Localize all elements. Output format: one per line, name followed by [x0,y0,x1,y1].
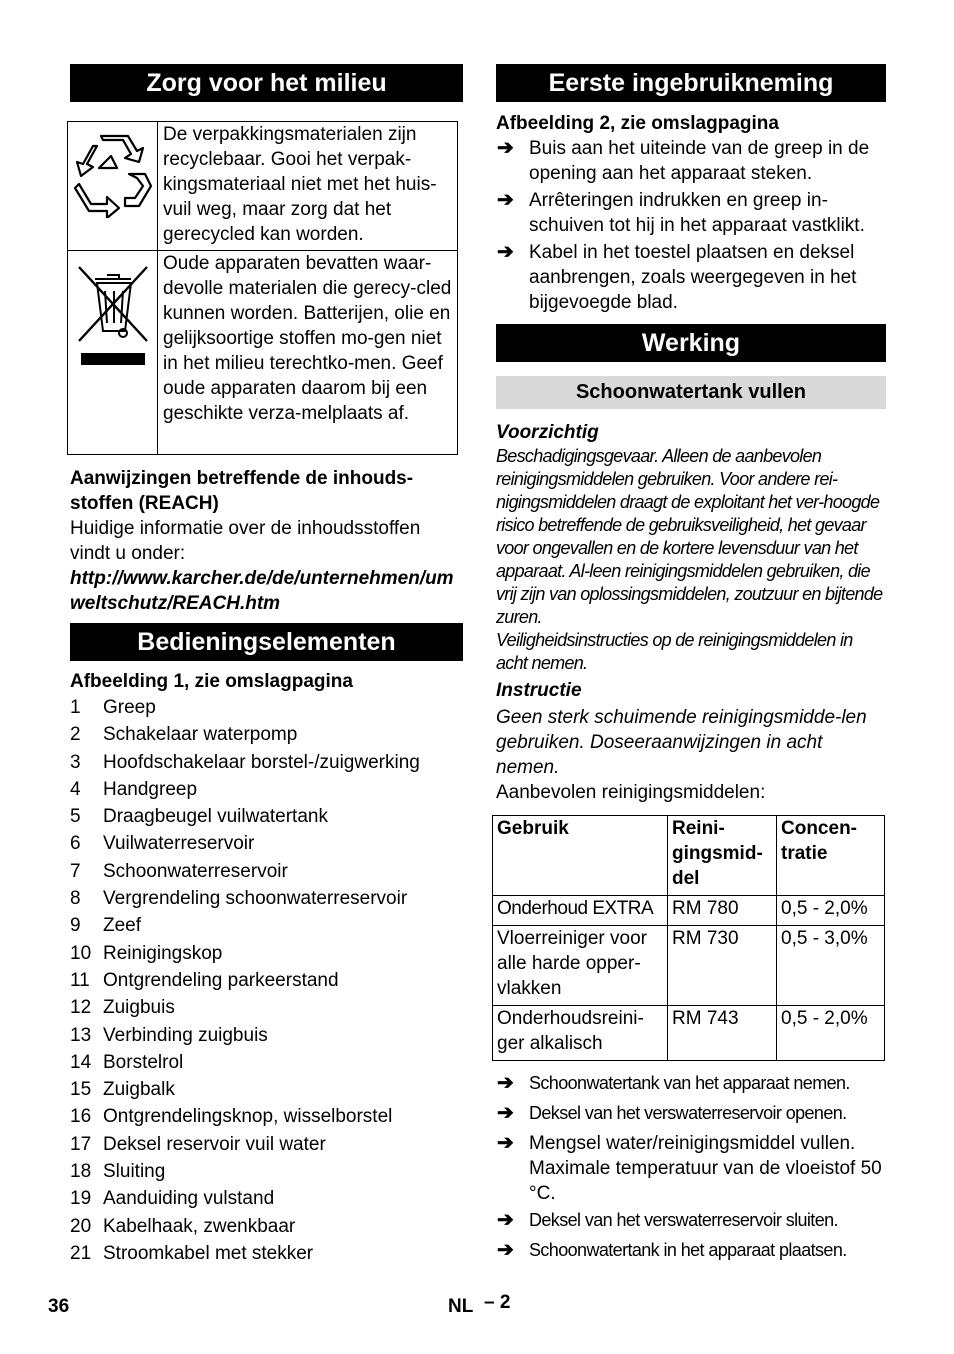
detergent-table-header [493,816,885,896]
reach-heading: Aanwijzingen betreffende de inhouds-stoffen (REACH) [70,468,414,514]
arrow-icon: ➔ [497,1072,514,1094]
table-cell: Vloerreiniger voor alle harde opper-vlakken [493,926,668,1006]
list-item-label: Stroomkabel met stekker [103,1242,314,1264]
list-item-label: Aanduiding vulstand [103,1188,275,1210]
list-item-number: 4 [70,778,81,800]
list-item-label: Draagbeugel vuilwatertank [103,806,328,828]
reach-link[interactable]: http://www.karcher.de/de/unternehmen/umweltschutz/REACH.htm [70,568,454,614]
step-text: Buis aan het uiteinde van de greep in de opening aan het apparaat steken. [529,138,870,184]
list-item [70,803,463,830]
heading-operation: Werking [496,324,886,362]
step-item [496,1238,886,1263]
list-item [70,1213,463,1240]
step-text: Mengsel water/reinigingsmiddel vullen. Maximale temperatuur van de vloeistof 50 °C. [529,1133,882,1204]
list-item [70,1240,463,1267]
table-cell: RM 780 [668,896,777,926]
crossed-bin-icon [73,261,153,371]
step-text: Kabel in het toestel plaatsen en deksel aanbrengen, zoals weergegeven in het bijgevoegde blad. [529,242,857,313]
header-usage: Gebruik [493,816,668,896]
heading-controls: Bedieningselementen [70,623,463,661]
step-item [496,188,886,238]
list-item [70,967,463,994]
arrow-icon: ➔ [497,1132,514,1154]
reach-text: Huidige informatie over de inhoudsstoffen vindt u onder: [70,518,421,564]
list-item-label: Vergrendeling schoonwaterreservoir [103,888,408,910]
list-item-number: 15 [70,1079,92,1101]
list-item-label: Zeef [103,915,142,937]
fill-steps [496,1071,886,1263]
recycling-text: De verpakkingsmaterialen zijn recyclebaar. Gooi het verpak-kingsmateriaal niet met het huis-vuil weg, maar zorg dat het gerecycled kan worden. [158,122,458,251]
first-use-subheading: Afbeelding 2, zie omslagpagina [496,113,779,134]
caution-text: Beschadigingsgevaar. Alleen de aanbevolen reinigingsmiddelen gebruiken. Voor andere rei-nigingsmiddelen draagt de exploitant het ver-hoogde risico betreffende de gebruiksveiligheid, het gevaar voor ongevallen en de kortere levensduur van het apparaat. Al-leen reinigingsmiddelen gebruiken, die vrij zijn van oplossingsmiddelen, zoutzuur en bijtende zuren. [496,446,883,627]
arrow-icon: ➔ [497,1209,514,1231]
list-item-label: Vuilwaterreservoir [103,833,255,855]
list-item-label: Deksel reservoir vuil water [103,1133,326,1155]
list-item [70,1131,463,1158]
list-item-label: Greep [103,697,156,718]
list-item [70,1103,463,1130]
list-item-label: Handgreep [103,778,198,800]
table-cell: 0,5 - 3,0% [777,926,885,1006]
list-item-label: Schoonwaterreservoir [103,860,288,882]
list-item-label: Verbinding zuigbuis [103,1024,268,1046]
list-item-number: 11 [70,969,90,991]
list-item-label: Ontgrendelingsknop, wisselborstel [103,1106,393,1128]
list-item-label: Hoofdschakelaar borstel-/zuigwerking [103,751,420,773]
environment-row-recycling [68,122,458,251]
list-item-label: Zuigbalk [103,1079,175,1101]
first-use-steps [496,136,886,315]
step-text: Schoonwatertank van het apparaat nemen. [529,1073,850,1093]
step-item [496,1101,886,1126]
step-text: Arrêteringen indrukken en greep in-schuiven tot hij in het apparaat vastklikt. [529,190,865,236]
list-item [70,1076,463,1103]
table-cell: Onderhoudsreini-ger alkalisch [493,1006,668,1061]
list-item [70,749,463,776]
arrow-icon: ➔ [497,241,514,263]
list-item [70,1049,463,1076]
list-item [70,912,463,939]
step-item [496,240,886,315]
page-number: 36 [48,1296,70,1317]
table-cell: Onderhoud EXTRA [493,896,668,926]
list-item [70,994,463,1021]
list-item-number: 5 [70,806,81,828]
list-item [70,1022,463,1049]
right-column [496,64,886,1268]
list-item-label: Sluiting [103,1161,166,1183]
environment-table [67,121,458,455]
list-item-number: 9 [70,915,81,937]
list-item-number: 21 [70,1242,92,1264]
step-text: Deksel van het verswaterreservoir sluiten. [529,1210,838,1230]
heading-environment: Zorg voor het milieu [70,64,463,102]
list-item-number: 7 [70,860,81,882]
section-number: – 2 [484,1292,511,1313]
list-item [70,830,463,857]
list-item [70,1185,463,1212]
list-item-number: 18 [70,1161,92,1183]
recommended-label: Aanbevolen reinigingsmiddelen: [496,782,766,803]
table-cell: 0,5 - 2,0% [777,896,885,926]
list-item-number: 8 [70,888,81,910]
list-item-label: Ontgrendeling parkeerstand [103,969,339,991]
list-item-number: 17 [70,1133,92,1155]
list-item-label: Borstelrol [103,1051,184,1073]
list-item-number: 14 [70,1051,92,1073]
step-item [496,1131,886,1206]
step-text: Schoonwatertank in het apparaat plaatsen. [529,1240,847,1260]
subheading-fill-tank: Schoonwatertank vullen [496,376,886,409]
list-item-number: 3 [70,751,81,773]
disposal-text: Oude apparaten bevatten waar-devolle materialen die gerecy-cled kunnen worden. Batterijen, olie en gelijksoortige stoffen mo-gen niet in het milieu terechtko-men. Geef oude apparaten daarom bij een geschikte verza-melplaats af. [158,251,458,455]
language-code: NL [448,1296,474,1317]
table-row [493,896,885,926]
list-item [70,885,463,912]
list-item-number: 16 [70,1106,92,1128]
table-row [493,926,885,1006]
table-cell: RM 730 [668,926,777,1006]
heading-first-use: Eerste ingebruikneming [496,64,886,102]
note-text: Geen sterk schuimende reinigingsmidde-len gebruiken. Doseeraanwijzingen in acht nemen. [496,707,867,778]
list-item [70,776,463,803]
arrow-icon: ➔ [497,1102,514,1124]
list-item [70,694,463,721]
table-cell: RM 743 [668,1006,777,1061]
step-item [496,1071,886,1096]
list-item [70,940,463,967]
environment-row-disposal [68,251,458,455]
table-cell: 0,5 - 2,0% [777,1006,885,1061]
list-item [70,1158,463,1185]
list-item [70,721,463,748]
note-title: Instructie [496,680,582,701]
left-column [70,64,463,1267]
list-item-number: 12 [70,997,92,1019]
step-item [496,1208,886,1233]
caution-text-2: Veiligheidsinstructies op de reinigingsmiddelen in acht nemen. [496,630,853,673]
list-item-number: 6 [70,833,81,855]
arrow-icon: ➔ [497,1239,514,1261]
detergent-table [492,815,885,1061]
list-item-number: 20 [70,1215,92,1237]
list-item-number: 13 [70,1024,92,1046]
list-item-number: 2 [70,724,81,746]
list-item-number: 10 [70,942,92,964]
recycling-icon [73,128,153,218]
step-item [496,136,886,186]
controls-subheading: Afbeelding 1, zie omslagpagina [70,671,353,692]
list-item-label: Reinigingskop [103,942,223,964]
list-item-label: Zuigbuis [103,997,175,1019]
header-detergent: Reini-gingsmid-del [668,816,777,896]
table-row [493,1006,885,1061]
list-item-label: Kabelhaak, zwenkbaar [103,1215,296,1237]
header-concentration: Concen-tratie [777,816,885,896]
arrow-icon: ➔ [497,137,514,159]
list-item [70,858,463,885]
step-text: Deksel van het verswaterreservoir openen. [529,1103,847,1123]
caution-title: Voorzichtig [496,422,599,443]
list-item-label: Schakelaar waterpomp [103,724,298,746]
arrow-icon: ➔ [497,189,514,211]
list-item-number: 19 [70,1188,92,1210]
controls-list [70,694,463,1267]
list-item-number: 1 [70,697,81,718]
